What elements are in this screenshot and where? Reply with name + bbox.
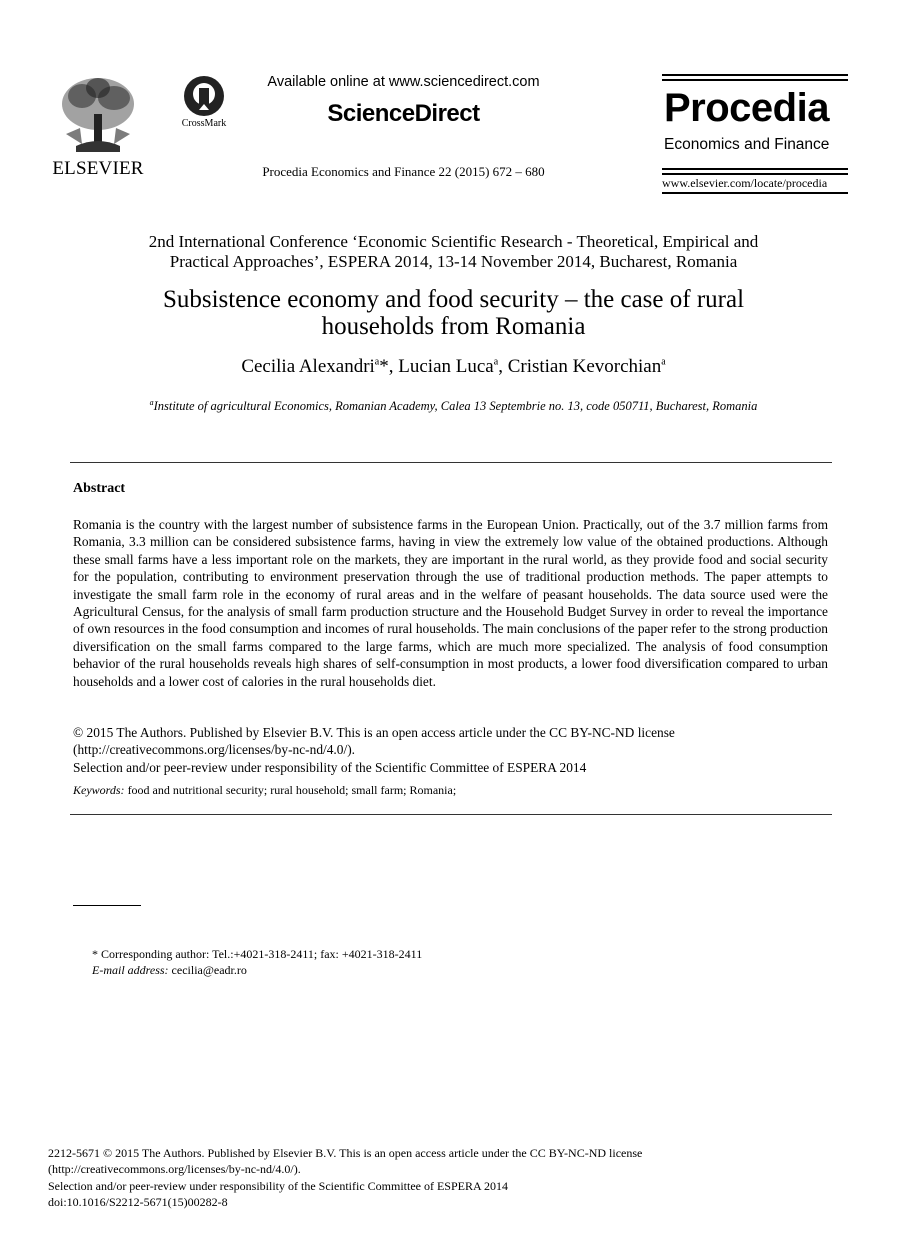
- available-online-label: Available online at www.sciencedirect.com: [267, 74, 540, 90]
- procedia-rule-4: [662, 173, 848, 175]
- abstract-bottom-rule: [70, 814, 832, 815]
- keywords: [73, 783, 828, 798]
- affiliation-text: Institute of agricultural Economics, Romanian Academy, Calea 13 Septembrie no. 13, code 050711, Bucharest, Romania: [153, 399, 758, 414]
- page-footer: [48, 1145, 868, 1210]
- license-link[interactable]: (http://creativecommons.org/licenses/by-nc-nd/4.0/).: [73, 742, 356, 758]
- footnote: [92, 946, 422, 978]
- publisher-name: ELSEVIER: [52, 158, 144, 179]
- author-affiliation-mark: a: [493, 356, 499, 368]
- title-line-2: households from Romania: [321, 313, 586, 340]
- abstract-top-rule: [70, 462, 832, 463]
- abstract-heading: Abstract: [73, 481, 126, 496]
- copyright-line-1: © 2015 The Authors. Published by Elsevier B.V. This is an open access article under the CC BY-NC-ND license: [73, 725, 675, 740]
- conference-info: [40, 232, 867, 272]
- peer-review-statement: Selection and/or peer-review under responsibility of the Scientific Committee of ESPERA 2014: [73, 759, 587, 775]
- author-list: [0, 356, 907, 378]
- footer-issn-license: 2212-5671 © 2015 The Authors. Published by Elsevier B.V. This is an open access article under the CC BY-NC-ND license: [48, 1146, 643, 1160]
- email-label: E-mail address:: [92, 963, 169, 977]
- author-affiliation-mark: a: [374, 356, 380, 368]
- journal-url[interactable]: www.elsevier.com/locate/procedia: [662, 176, 828, 190]
- conference-line-1: 2nd International Conference ‘Economic Scientific Research - Theoretical, Empirical and: [148, 232, 759, 251]
- crossmark-label: CrossMark: [181, 118, 227, 129]
- author-name[interactable]: Lucian Luca: [398, 356, 494, 377]
- email-address[interactable]: cecilia@eadr.ro: [168, 963, 247, 977]
- footer-peer-review: Selection and/or peer-review under responsibility of the Scientific Committee of ESPERA 2014: [48, 1178, 508, 1193]
- author-name[interactable]: Cristian Kevorchian: [507, 356, 662, 377]
- footer-license-link[interactable]: (http://creativecommons.org/licenses/by-nc-nd/4.0/).: [48, 1162, 301, 1177]
- procedia-journal-logo: [662, 74, 848, 196]
- footer-doi[interactable]: doi:10.1016/S2212-5671(15)00282-8: [48, 1194, 228, 1209]
- keywords-label: Keywords:: [73, 783, 125, 797]
- procedia-rule-2: [662, 79, 848, 81]
- affiliation-mark: a: [149, 398, 154, 407]
- procedia-rule-3: [662, 168, 848, 170]
- author-name[interactable]: Cecilia Alexandri: [241, 356, 375, 377]
- copyright-notice: [73, 724, 828, 776]
- journal-subtitle: Economics and Finance: [664, 136, 830, 153]
- paper-title: [40, 286, 867, 340]
- author-affiliation-mark: a: [661, 356, 666, 368]
- author-separator: *,: [379, 356, 399, 377]
- procedia-rule-1: [662, 74, 848, 76]
- author-separator: ,: [498, 356, 508, 377]
- keywords-list: food and nutritional security; rural household; small farm; Romania;: [124, 783, 457, 797]
- affiliation: [0, 398, 907, 414]
- journal-reference: Procedia Economics and Finance 22 (2015) 672 – 680: [262, 164, 545, 179]
- sciencedirect-logo[interactable]: ScienceDirect: [327, 100, 480, 127]
- title-line-1: Subsistence economy and food security – the case of rural: [162, 286, 745, 313]
- conference-line-2: Practical Approaches’, ESPERA 2014, 13-14 November 2014, Bucharest, Romania: [169, 252, 738, 271]
- footnote-rule: [73, 905, 141, 906]
- procedia-rule-5: [662, 192, 848, 194]
- journal-brand: Procedia: [664, 86, 829, 130]
- abstract-body: Romania is the country with the largest number of subsistence farms in the European Union. Practically, out of the 3.7 million farms from Romania, 3.3 million can be considered subsistence farms, having in view the extremely low value of the obtained productions. Although these small farms have a less important role on the markets, they are important in the rural world, as they provide food and social security for the population, contributing to environment preservation through the use of traditional production methods. The paper attempts to investigate the small farm role in the economy of rural areas and in the welfare of peasant households. The data source used were the Agricultural Census, for the analysis of small farm production structure and the Household Budget Survey in order to reveal the importance of own resources in the food consumption and incomes of rural households. The main conclusions of the paper refer to the strong production diversification on the small farms compared to the large farms, which are much more specialized. The analysis of food consumption behavior of the rural households reveals high shares of self-consumption in most products, a lower food diversification compared to urban households and a lower cost of calories in the rural households diet.: [73, 517, 828, 689]
- corresponding-author: * Corresponding author: Tel.:+4021-318-2411; fax: +4021-318-2411: [92, 947, 423, 961]
